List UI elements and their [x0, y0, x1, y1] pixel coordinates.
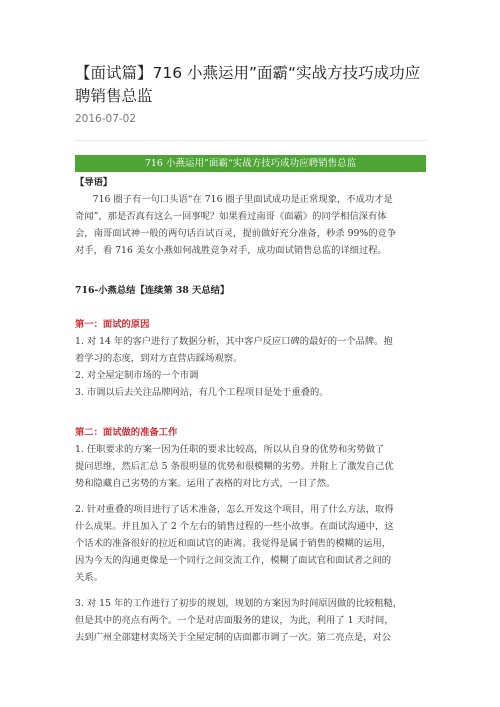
body-line: 1. 任职要求的方案一因为任职的要求比较高，所以从自身的优势和劣势做了	[75, 444, 385, 455]
section-title-reasons: 第一：面试的原因	[75, 319, 150, 330]
body-line: 去到广州全部建材卖场关于全屋定制的店面都市调了一次。第二亮点是，对公	[75, 632, 392, 643]
body-line: 因为今天的沟通更像是一个同行之间交流工作，模糊了面试官和面试者之间的	[75, 555, 392, 566]
article-body	[75, 174, 427, 646]
guide-line: 会，南哥面试神一般的两句话百试百灵，提前做好充分准备，秒杀 99%的竞争	[75, 228, 397, 239]
body-line: 势和隐藏自己劣势的方案。运用了表格的对比方式，一目了然。	[75, 478, 336, 489]
guide-line: 716 圈子有一句口头语“在 716 圈子里面试成功是正常现象，不成功才是	[92, 194, 393, 205]
paragraph-gap	[75, 492, 427, 501]
guide-label: 【导语】	[75, 177, 113, 188]
body-line: 2. 针对重叠的项目进行了话术准备，怎么开发这个项目，用了什么方法，取得	[75, 504, 394, 515]
body-line: 3. 市调以后去关注品牌网站，有几个工程项目是处于重叠的。	[75, 387, 329, 398]
article-title: 【面试篇】716 小燕运用”面霸“实战方技巧成功应聘销售总监	[75, 64, 421, 105]
body-line: 个话术的准备很好的拉近和面试官的距离。我觉得是属于销售的模糊的运用，	[75, 538, 392, 549]
body-line: 关系。	[75, 572, 103, 583]
summary-title: 716-小燕总结【连续第 38 天总结】	[75, 285, 230, 296]
title-divider	[75, 140, 427, 141]
guide-line: 奇闻”，那是否真有这么一回事呢？如果看过南哥《面霸》的同学相信深有体	[75, 211, 387, 222]
paragraph-gap	[75, 586, 427, 595]
section-title-preparation: 第二：面试做的准备工作	[75, 427, 178, 438]
body-line: 着学习的态度，到对方直营店踩场观察。	[75, 353, 243, 364]
body-line: 什么成果。并且加入了 2 个左右的销售过程的一些小故事。在面试沟通中，这	[75, 521, 394, 532]
body-line: 提问思维，然后汇总 5 条很明显的优势和很模糊的劣势。并附上了激发自己优	[75, 461, 394, 472]
body-line: 2. 对全屋定制市场的一个市调	[75, 370, 199, 381]
green-banner: 716 小燕运用”面霸“实战方技巧成功应聘销售总监	[75, 155, 426, 172]
body-line: 但是其中的亮点有两个。一个是对店面服务的建议，为此，利用了 1 天时间，	[75, 615, 394, 626]
body-line: 1. 对 14 年的客户进行了数据分析，其中客户反应口碑的最好的一个品牌。抱	[75, 336, 393, 347]
body-line: 3. 对 15 年的工作进行了初步的规划，规划的方案因为时间原因做的比较粗糙，	[75, 598, 403, 609]
publish-date: 2016-07-02	[75, 113, 137, 125]
guide-line: 对手，看 716 美女小燕如何战胜竞争对手，成功面试销售总监的详细过程。	[75, 245, 387, 256]
